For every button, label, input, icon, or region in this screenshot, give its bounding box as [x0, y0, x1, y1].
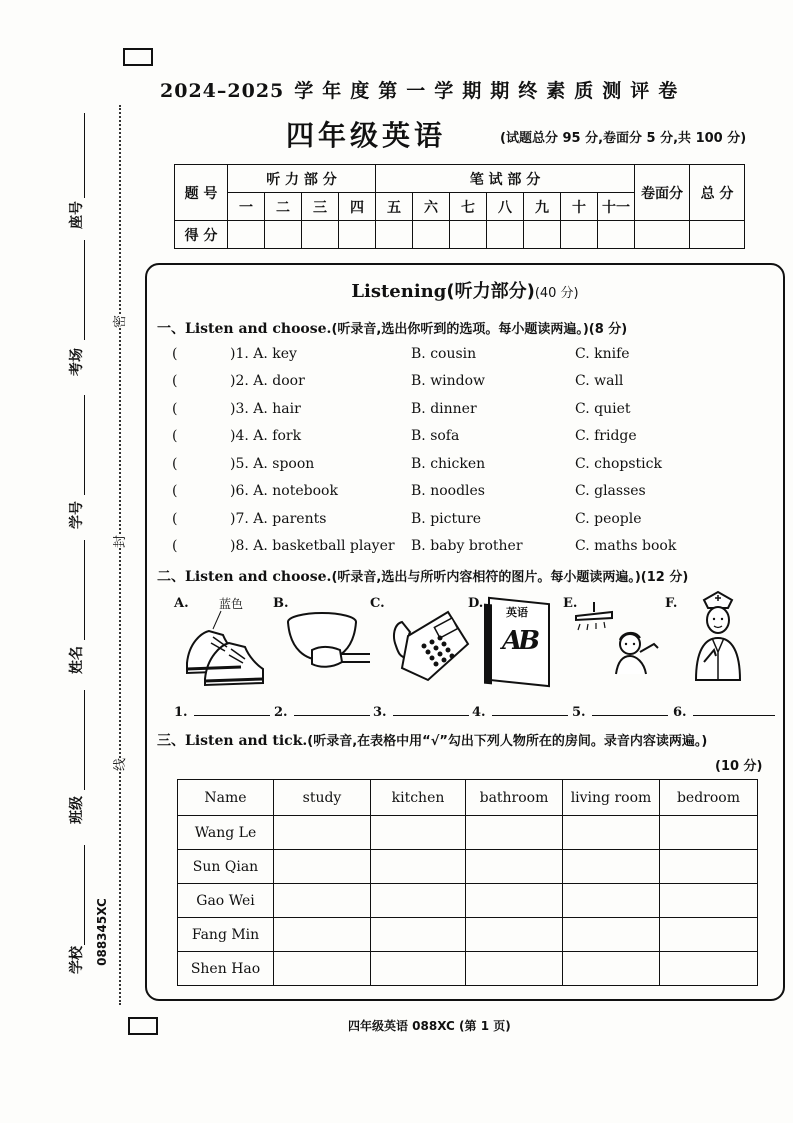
item-5-c[interactable]: C. chopstick	[575, 456, 662, 472]
answer-slot-4[interactable]	[472, 703, 568, 720]
section3-title: 三、Listen and tick.	[157, 733, 308, 749]
item-7-c[interactable]: C. people	[575, 511, 642, 527]
rooms-table	[177, 779, 758, 986]
total-header: 总 分	[690, 165, 745, 221]
telephone-picture	[388, 606, 472, 686]
tick-cell[interactable]	[371, 816, 466, 850]
exam-header	[160, 76, 686, 103]
item-3-b[interactable]: B. dinner	[411, 401, 477, 417]
seal-char-2: 封	[107, 535, 130, 548]
book-picture	[484, 598, 556, 690]
list-item: (	[172, 483, 178, 499]
listening-heading	[145, 277, 785, 303]
name-label: 姓名	[69, 646, 85, 674]
seal-char-1: 密	[107, 315, 130, 328]
item-5-a[interactable]: )5. A. spoon	[230, 456, 315, 472]
tick-cell[interactable]	[274, 918, 371, 952]
answer-slot-6[interactable]	[673, 703, 775, 720]
item-8-b[interactable]: B. baby brother	[411, 538, 523, 554]
listening-title: Listening	[351, 281, 447, 302]
school-year: 2024–2025	[160, 80, 285, 102]
table-row	[178, 884, 758, 918]
item-4-c[interactable]: C. fridge	[575, 428, 637, 444]
seal-char-3: 线	[107, 758, 130, 771]
telephone-icon	[388, 606, 472, 686]
number-label: 学号	[69, 501, 85, 529]
tick-cell[interactable]	[660, 816, 758, 850]
col-10: 十	[561, 193, 598, 221]
answer-number-5: 5.	[572, 705, 586, 720]
col-3: 三	[302, 193, 339, 221]
name-cell: Wang Le	[178, 816, 274, 850]
cold-boy-picture	[574, 598, 664, 684]
book-cover-letters: AB	[502, 626, 537, 656]
name-cell: Shen Hao	[178, 952, 274, 986]
picture-label-f: F.	[665, 596, 678, 611]
score-cell[interactable]	[635, 221, 690, 249]
tick-cell[interactable]	[274, 952, 371, 986]
item-2-c[interactable]: C. wall	[575, 373, 624, 389]
tick-cell[interactable]	[563, 918, 660, 952]
tick-cell[interactable]	[371, 918, 466, 952]
score-row-header: 得 分	[175, 221, 228, 249]
nurse-picture	[690, 590, 746, 682]
header-bathroom: bathroom	[466, 780, 563, 816]
score-cell[interactable]	[690, 221, 745, 249]
class-line	[84, 690, 85, 790]
item-5-b[interactable]: B. chicken	[411, 456, 486, 472]
nurse-icon	[690, 590, 746, 682]
name-cell: Fang Min	[178, 918, 274, 952]
page-footer: 四年级英语 088XC (第 1 页)	[348, 1019, 511, 1033]
tick-cell[interactable]	[466, 816, 563, 850]
section2-heading	[157, 566, 688, 586]
item-6-b[interactable]: B. noodles	[411, 483, 485, 499]
name-cell: Gao Wei	[178, 884, 274, 918]
item-3-a[interactable]: )3. A. hair	[230, 401, 301, 417]
name-line	[84, 540, 85, 640]
col-9: 九	[524, 193, 561, 221]
item-8-c[interactable]: C. maths book	[575, 538, 677, 554]
col-6: 六	[413, 193, 450, 221]
tick-cell[interactable]	[274, 884, 371, 918]
picture-label-b: B.	[273, 596, 289, 611]
answer-blank[interactable]	[492, 703, 568, 716]
tick-cell[interactable]	[466, 850, 563, 884]
score-cell[interactable]	[376, 221, 413, 249]
listening-group-header: 听 力 部 分	[228, 165, 376, 193]
section3-instruction: (听录音,在表格中用“√”勾出下列人物所在的房间。录音内容读两遍。)	[307, 734, 708, 749]
col-5: 五	[376, 193, 413, 221]
item-6-c[interactable]: C. glasses	[575, 483, 646, 499]
header-bedroom: bedroom	[660, 780, 758, 816]
tick-cell[interactable]	[371, 884, 466, 918]
list-item: (	[172, 538, 178, 554]
list-item: (	[172, 346, 178, 362]
col-8: 八	[487, 193, 524, 221]
tick-cell[interactable]	[563, 884, 660, 918]
item-3-c[interactable]: C. quiet	[575, 401, 631, 417]
section3-points: (10 分)	[715, 759, 763, 774]
answer-number-1: 1.	[174, 705, 188, 720]
col-4: 四	[339, 193, 376, 221]
item-2-b[interactable]: B. window	[411, 373, 486, 389]
number-line	[84, 395, 85, 495]
table-row	[178, 850, 758, 884]
score-cell[interactable]	[487, 221, 524, 249]
tick-cell[interactable]	[563, 850, 660, 884]
list-item: (	[172, 373, 178, 389]
item-7-a[interactable]: )7. A. parents	[230, 511, 327, 527]
bowl-icon	[284, 610, 372, 672]
picture-label-e: E.	[563, 596, 578, 611]
book-spine	[484, 604, 492, 685]
section1-heading	[157, 318, 627, 338]
answer-slot-2[interactable]	[274, 703, 370, 720]
tick-cell[interactable]	[466, 918, 563, 952]
listening-points: (40 分)	[534, 286, 579, 301]
header-living-room: living room	[563, 780, 660, 816]
item-1-b[interactable]: B. cousin	[411, 346, 477, 362]
answer-number-6: 6.	[673, 705, 687, 720]
class-label: 班级	[69, 796, 85, 824]
tick-cell[interactable]	[274, 850, 371, 884]
listening-title-cn: (听力部分)	[446, 281, 535, 302]
boy-cold-icon	[574, 598, 664, 684]
answer-number-3: 3.	[373, 705, 387, 720]
tick-cell[interactable]	[563, 816, 660, 850]
corner-box-top	[123, 48, 153, 66]
table-row	[178, 952, 758, 986]
name-cell: Sun Qian	[178, 850, 274, 884]
room-line	[84, 240, 85, 340]
item-6-a[interactable]: )6. A. notebook	[230, 483, 338, 499]
col-11: 十一	[598, 193, 635, 221]
tick-cell[interactable]	[371, 850, 466, 884]
answer-blank[interactable]	[592, 703, 668, 716]
score-cell[interactable]	[524, 221, 561, 249]
tick-cell[interactable]	[660, 850, 758, 884]
list-item: (	[172, 511, 178, 527]
corner-box-bottom	[128, 1017, 158, 1035]
section3-heading	[157, 730, 707, 750]
tick-cell[interactable]	[563, 952, 660, 986]
answer-slot-1[interactable]	[174, 703, 270, 720]
answer-number-2: 2.	[274, 705, 288, 720]
item-2-a[interactable]: )2. A. door	[230, 373, 305, 389]
score-table	[174, 164, 745, 249]
subject-title: 四年级英语	[286, 119, 447, 152]
item-8-a[interactable]: )8. A. basketball player	[230, 538, 395, 554]
score-cell[interactable]	[598, 221, 635, 249]
col-2: 二	[265, 193, 302, 221]
list-item: (	[172, 428, 178, 444]
school-code: 088345XC	[94, 898, 109, 966]
item-1-a[interactable]: )1. A. key	[230, 346, 297, 362]
shoes-picture	[183, 593, 267, 689]
tick-cell[interactable]	[660, 952, 758, 986]
tick-cell[interactable]	[466, 952, 563, 986]
list-item: (	[172, 456, 178, 472]
shoe-color-tag: 蓝色	[219, 597, 244, 611]
tick-cell[interactable]	[371, 952, 466, 986]
paper-score-header: 卷面分	[635, 165, 690, 221]
tick-cell[interactable]	[660, 884, 758, 918]
score-cell[interactable]	[228, 221, 265, 249]
score-cell[interactable]	[561, 221, 598, 249]
score-cell[interactable]	[339, 221, 376, 249]
col-7: 七	[450, 193, 487, 221]
answer-number-4: 4.	[472, 705, 486, 720]
school-label: 学校	[69, 946, 85, 974]
tick-cell[interactable]	[660, 918, 758, 952]
item-4-b[interactable]: B. sofa	[411, 428, 460, 444]
table-row	[178, 816, 758, 850]
picture-label-a: A.	[174, 596, 189, 611]
header-study: study	[274, 780, 371, 816]
answer-slot-5[interactable]	[572, 703, 668, 720]
col-1: 一	[228, 193, 265, 221]
book-cover-title: 英语	[506, 606, 528, 619]
room-label: 考场	[69, 348, 85, 376]
answer-blank[interactable]	[393, 703, 469, 716]
answer-slot-3[interactable]	[373, 703, 469, 720]
writing-group-header: 笔 试 部 分	[376, 165, 635, 193]
score-cell[interactable]	[450, 221, 487, 249]
section1-instruction: (听录音,选出你听到的选项。每小题读两遍。)(8 分)	[331, 322, 628, 337]
score-cell[interactable]	[302, 221, 339, 249]
seat-line	[84, 113, 85, 198]
school-line	[84, 845, 85, 945]
picture-label-c: C.	[370, 596, 385, 611]
header-name: Name	[178, 780, 274, 816]
seal-dotted-line	[119, 105, 121, 1005]
seat-label: 座号	[69, 201, 85, 229]
picture-label-d: D.	[468, 596, 484, 611]
exam-title: 学年度第一学期期终素质测评卷	[294, 80, 687, 102]
score-cell[interactable]	[265, 221, 302, 249]
bowl-picture	[284, 610, 372, 672]
header-kitchen: kitchen	[371, 780, 466, 816]
item-1-c[interactable]: C. knife	[575, 346, 630, 362]
section2-title: 二、Listen and choose.	[157, 569, 332, 585]
tick-cell[interactable]	[466, 884, 563, 918]
section1-title: 一、Listen and choose.	[157, 321, 332, 337]
score-note: (试题总分 95 分,卷面分 5 分,共 100 分)	[500, 131, 747, 146]
section2-instruction: (听录音,选出与所听内容相符的图片。每小题读两遍。)(12 分)	[331, 570, 689, 585]
list-item: (	[172, 401, 178, 417]
item-4-a[interactable]: )4. A. fork	[230, 428, 302, 444]
question-number-header: 题 号	[175, 165, 228, 221]
score-cell[interactable]	[413, 221, 450, 249]
table-row	[178, 918, 758, 952]
answer-blank[interactable]	[194, 703, 270, 716]
answer-blank[interactable]	[294, 703, 370, 716]
tick-cell[interactable]	[274, 816, 371, 850]
answer-blank[interactable]	[693, 703, 775, 716]
item-7-b[interactable]: B. picture	[411, 511, 482, 527]
